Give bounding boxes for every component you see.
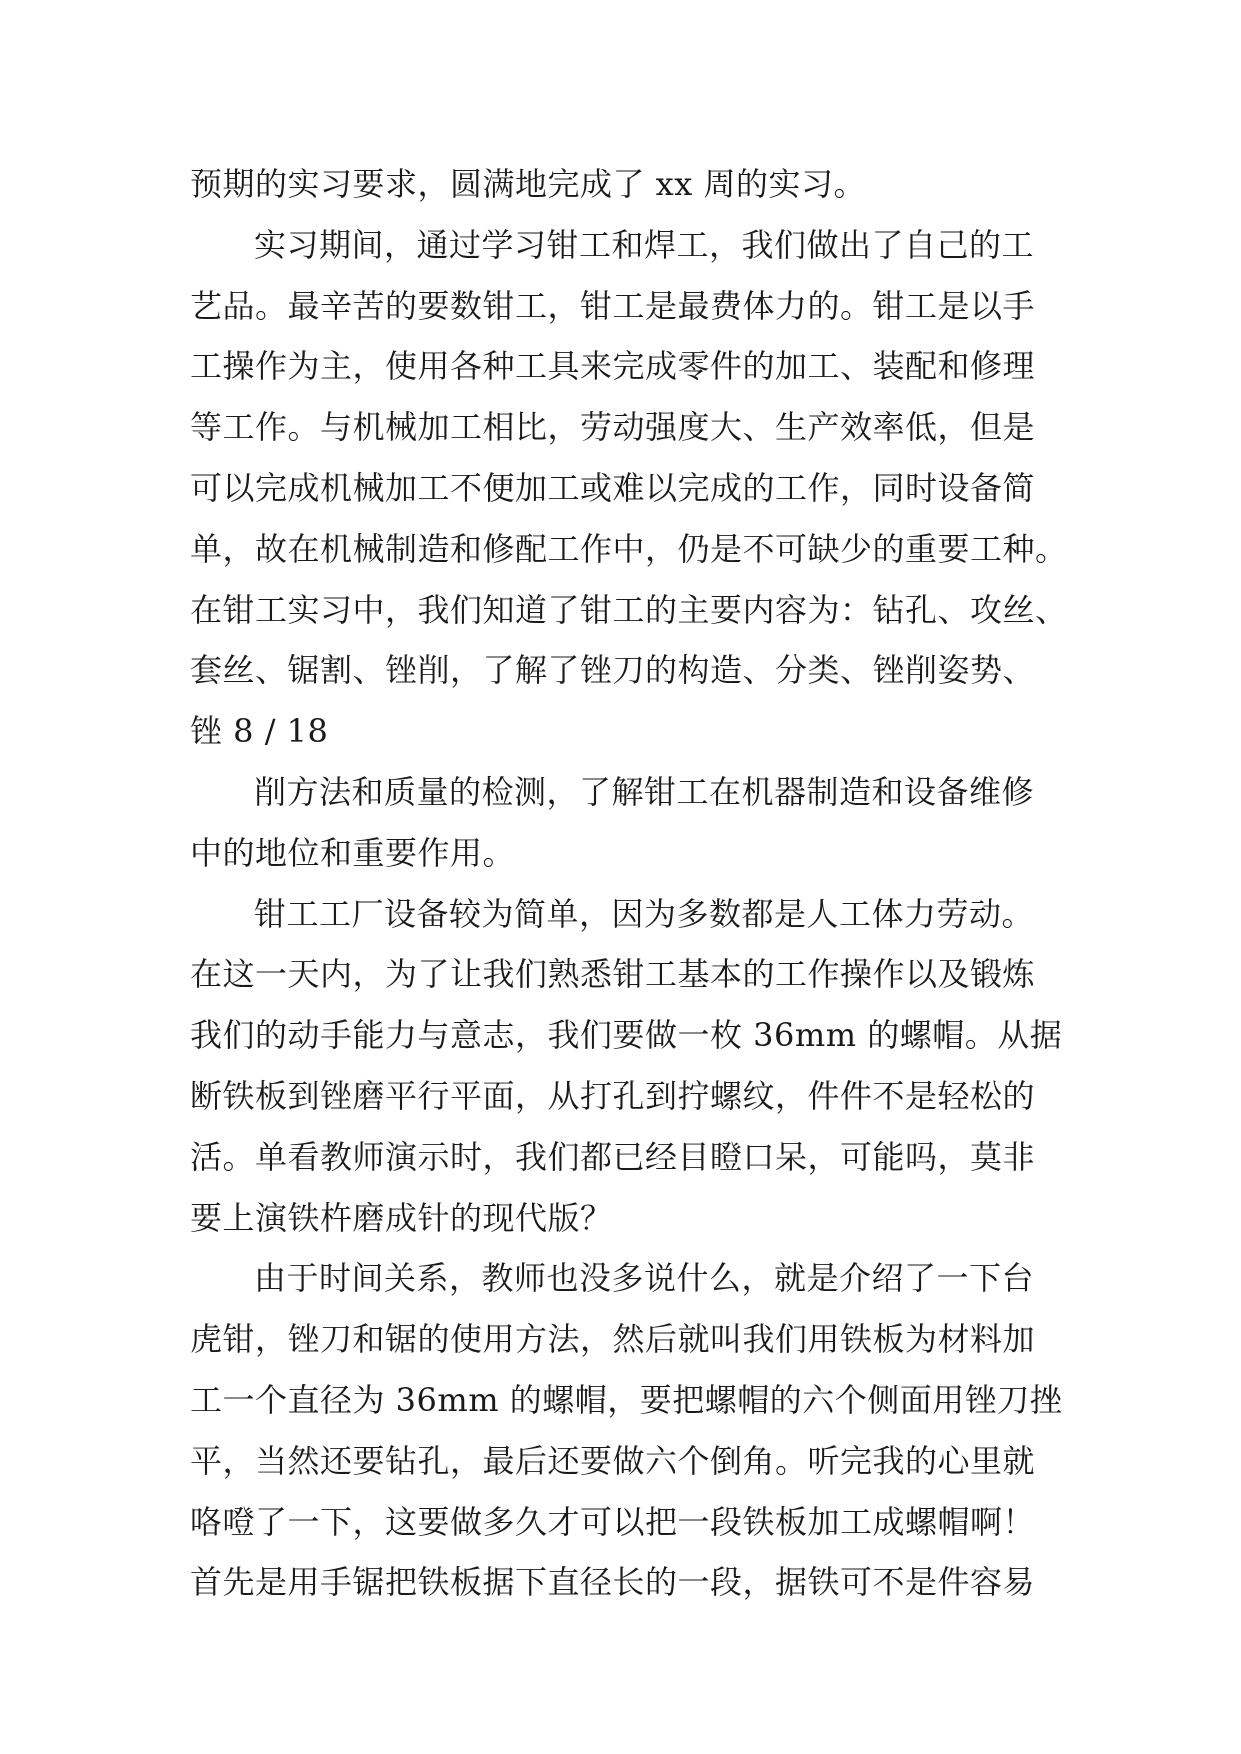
text-line: 在这一天内，为了让我们熟悉钳工基本的工作操作以及锻炼 bbox=[190, 955, 1036, 994]
text-line: 断铁板到锉磨平行平面，从打孔到拧螺纹，件件不是轻松的 bbox=[190, 1076, 1036, 1115]
text-line: 实习期间，通过学习钳工和焊工，我们做出了自己的工 bbox=[254, 225, 1035, 264]
text-line: 咯噔了一下，这要做多久才可以把一段铁板加工成螺帽啊！ bbox=[190, 1502, 1036, 1541]
text-line: 中的地位和重要作用。 bbox=[190, 833, 516, 872]
text-line: 要上演铁杵磨成针的现代版？ bbox=[190, 1198, 613, 1237]
text-line: 艺品。最辛苦的要数钳工，钳工是最费体力的。钳工是以手 bbox=[190, 286, 1036, 325]
text-line: 等工作。与机械加工相比，劳动强度大、生产效率低，但是 bbox=[190, 408, 1036, 447]
text-line: 削方法和质量的检测，了解钳工在机器制造和设备维修 bbox=[254, 772, 1035, 811]
text-line: 平，当然还要钻孔，最后还要做六个倒角。听完我的心里就 bbox=[190, 1441, 1036, 1480]
text-line: 预期的实习要求，圆满地完成了 xx 周的实习。 bbox=[190, 165, 866, 203]
text-line: 首先是用手锯把铁板据下直径长的一段，据铁可不是件容易 bbox=[190, 1563, 1036, 1602]
page-number-line: 锉 8 / 18 bbox=[190, 712, 329, 751]
text-line: 套丝、锯割、锉削，了解了锉刀的构造、分类、锉削姿势、 bbox=[190, 651, 1036, 690]
text-line: 单，故在机械制造和修配工作中，仍是不可缺少的重要工种。 bbox=[190, 529, 1068, 568]
text-line: 活。单看教师演示时，我们都已经目瞪口呆，可能吗，莫非 bbox=[190, 1137, 1036, 1176]
text-line: 工一个直径为 36mm 的螺帽，要把螺帽的六个侧面用锉刀挫 bbox=[190, 1380, 1063, 1419]
text-line: 工操作为主，使用各种工具来完成零件的加工、装配和修理 bbox=[190, 347, 1036, 386]
text-line: 由于时间关系，教师也没多说什么，就是介绍了一下台 bbox=[254, 1259, 1035, 1298]
text-line: 我们的动手能力与意志，我们要做一枚 36mm 的螺帽。从据 bbox=[190, 1016, 1063, 1055]
text-line: 虎钳，锉刀和锯的使用方法，然后就叫我们用铁板为材料加 bbox=[190, 1320, 1036, 1359]
body-text bbox=[190, 154, 1068, 1613]
text-line: 可以完成机械加工不便加工或难以完成的工作，同时设备简 bbox=[190, 468, 1036, 507]
text-line: 钳工工厂设备较为简单，因为多数都是人工体力劳动。 bbox=[254, 894, 1035, 933]
text-line: 在钳工实习中，我们知道了钳工的主要内容为：钻孔、攻丝、 bbox=[190, 590, 1068, 629]
